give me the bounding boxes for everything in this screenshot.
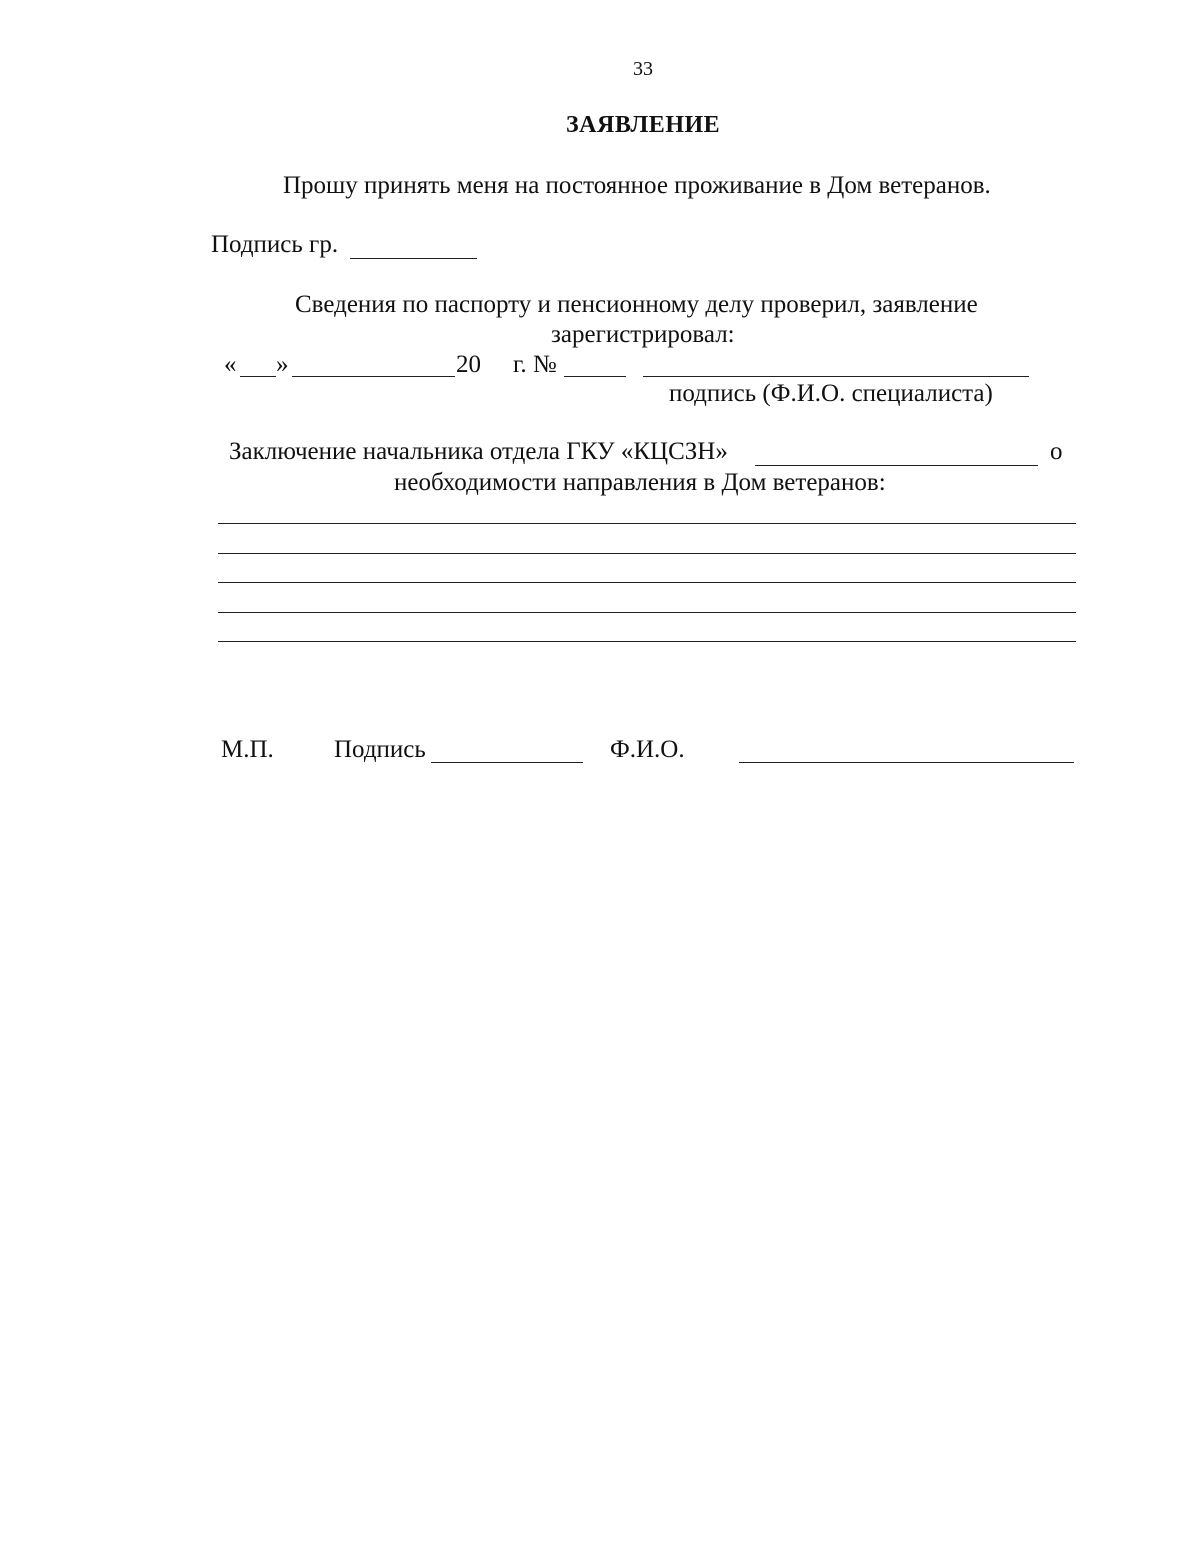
- conclusion-line-field-5[interactable]: [218, 641, 1076, 642]
- verification-line-2: зарегистрировал:: [551, 321, 735, 348]
- page-number: 33: [633, 58, 653, 80]
- date-day-field[interactable]: [240, 376, 276, 377]
- applicant-signature-field[interactable]: [350, 258, 477, 259]
- date-month-field[interactable]: [292, 376, 455, 377]
- document-title: ЗАЯВЛЕНИЕ: [566, 112, 721, 138]
- footer-signature-label: Подпись: [334, 736, 426, 763]
- conclusion-line-field-4[interactable]: [218, 612, 1076, 613]
- date-quote-close: »: [276, 351, 289, 378]
- date-year-prefix: 20: [456, 351, 481, 378]
- footer-signature-field[interactable]: [431, 762, 583, 763]
- registration-number-label: г. №: [513, 351, 557, 378]
- conclusion-line-field-2[interactable]: [218, 553, 1076, 554]
- applicant-signature-label: Подпись гр.: [211, 231, 339, 258]
- conclusion-line-2: необходимости направления в Дом ветеранов:: [394, 469, 886, 496]
- footer-name-label: Ф.И.О.: [610, 736, 685, 763]
- department-name-field[interactable]: [755, 465, 1038, 466]
- date-quote-open: «: [224, 351, 237, 378]
- conclusion-trailing: о: [1050, 438, 1063, 465]
- specialist-signature-caption: подпись (Ф.И.О. специалиста): [669, 380, 993, 407]
- stamp-label: М.П.: [221, 736, 274, 763]
- registration-number-field[interactable]: [564, 376, 626, 377]
- conclusion-line-1: Заключение начальника отдела ГКУ «КЦСЗН»: [229, 438, 728, 465]
- conclusion-line-field-1[interactable]: [218, 523, 1076, 524]
- footer-name-field[interactable]: [739, 762, 1074, 763]
- request-text: Прошу принять меня на постоянное проживание в Дом ветеранов.: [283, 172, 991, 199]
- specialist-signature-field[interactable]: [643, 376, 1029, 377]
- conclusion-line-field-3[interactable]: [218, 582, 1076, 583]
- verification-line-1: Сведения по паспорту и пенсионному делу проверил, заявление: [295, 291, 978, 318]
